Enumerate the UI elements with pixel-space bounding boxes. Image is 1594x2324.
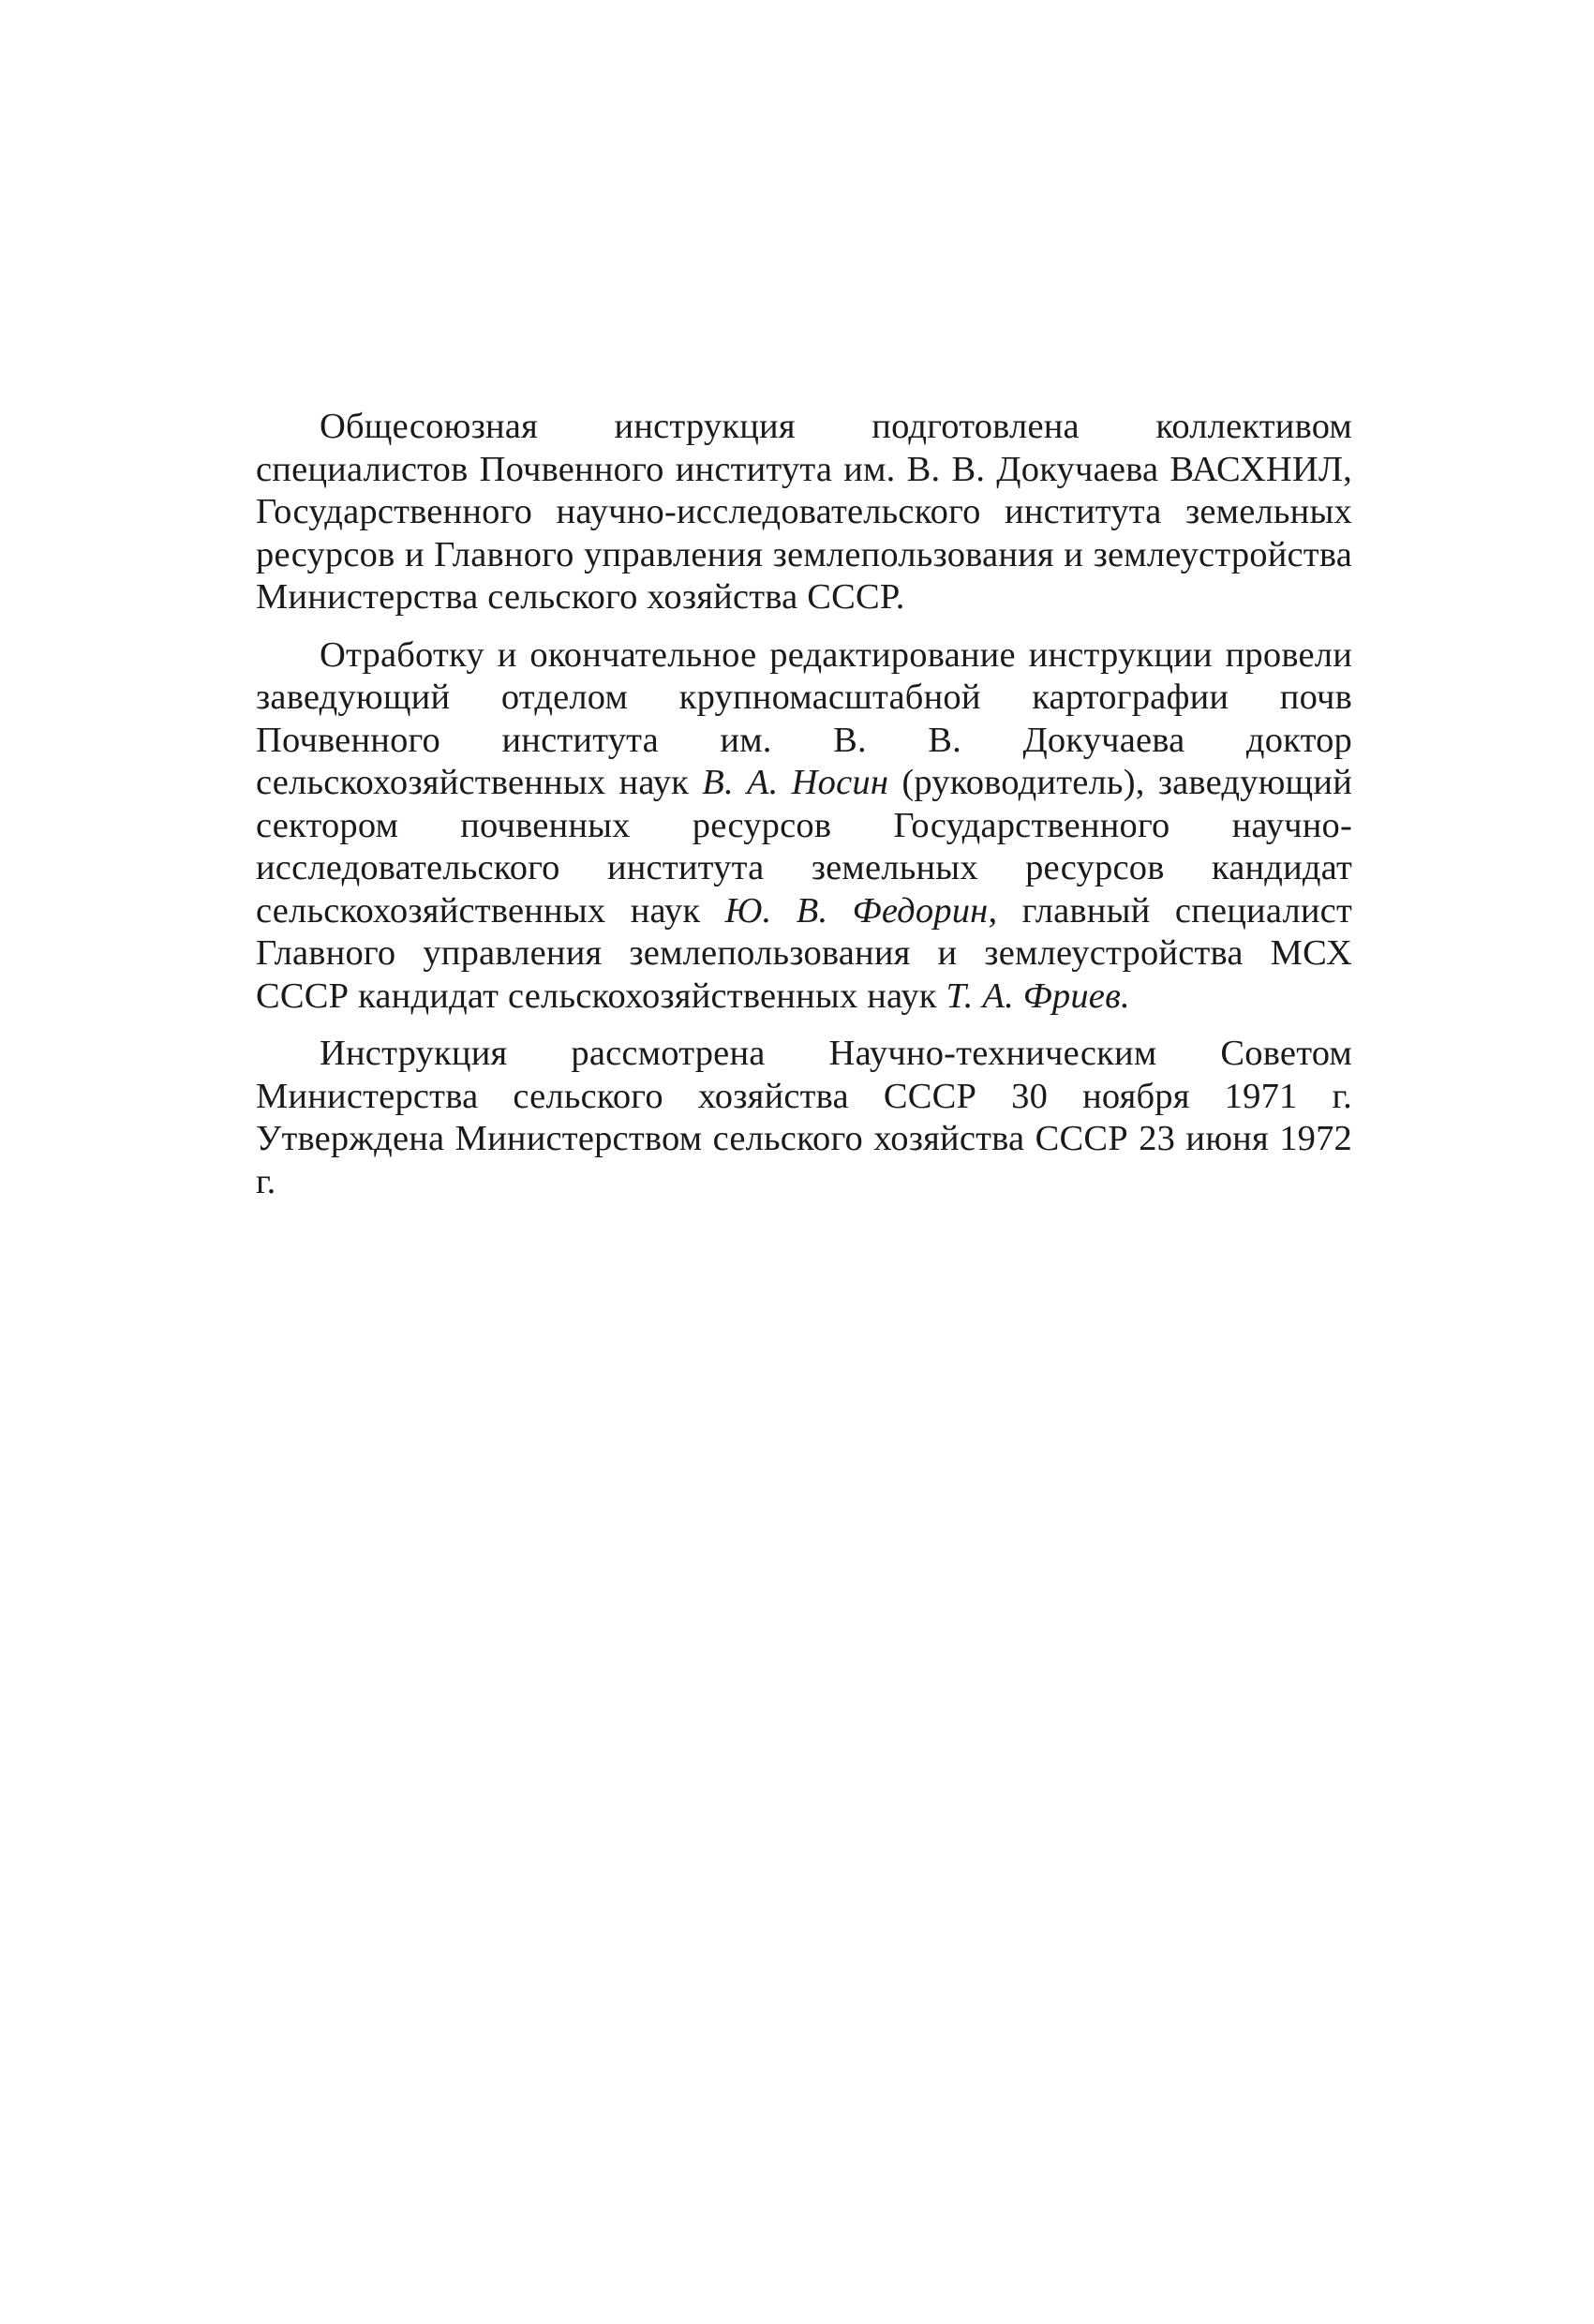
editor-name-friev: Т. А. Фриев. (946, 976, 1130, 1016)
editors-text-2: (руководитель), заведующий сектором почвенных ресурсов Государственного научно-исследовательского института земельных ресурсов кандидат сельскохозяйственных наук (256, 763, 1352, 931)
preface-text (256, 406, 1352, 1203)
editor-name-fedorin: Ю. В. Федорин, (724, 890, 998, 931)
editors-text-1: Отработку и окончательное редактирование инструкции провели заведующий отделом крупномасштабной картографии почв Почвенного института им. В. В. Докучаева доктор сельскохозяйственных наук (256, 634, 1352, 802)
paragraph-authors: Общесоюзная инструкция подготовлена коллективом специалистов Почвенного института им. В. В. Докучаева ВАСХНИЛ, Государственного научно-исследовательского института земельных ресурсов и Главного управления землепользования и землеустройства Министерства сельского хозяйства СССР. (256, 407, 1352, 617)
editors-text-3: главный специалист Главного управления землепользования и землеустройства МСХ СССР кандидат сельскохозяйственных наук (256, 890, 1352, 1016)
paragraph-approval: Инструкция рассмотрена Научно-техническим Советом Министерства сельского хозяйства СССР 30 ноября 1971 г. Утверждена Министерством сельского хозяйства СССР 23 июня 1972 г. (256, 1034, 1352, 1201)
paragraph-editors (256, 634, 1352, 1019)
editor-name-nosin: В. А. Носин (702, 763, 889, 802)
